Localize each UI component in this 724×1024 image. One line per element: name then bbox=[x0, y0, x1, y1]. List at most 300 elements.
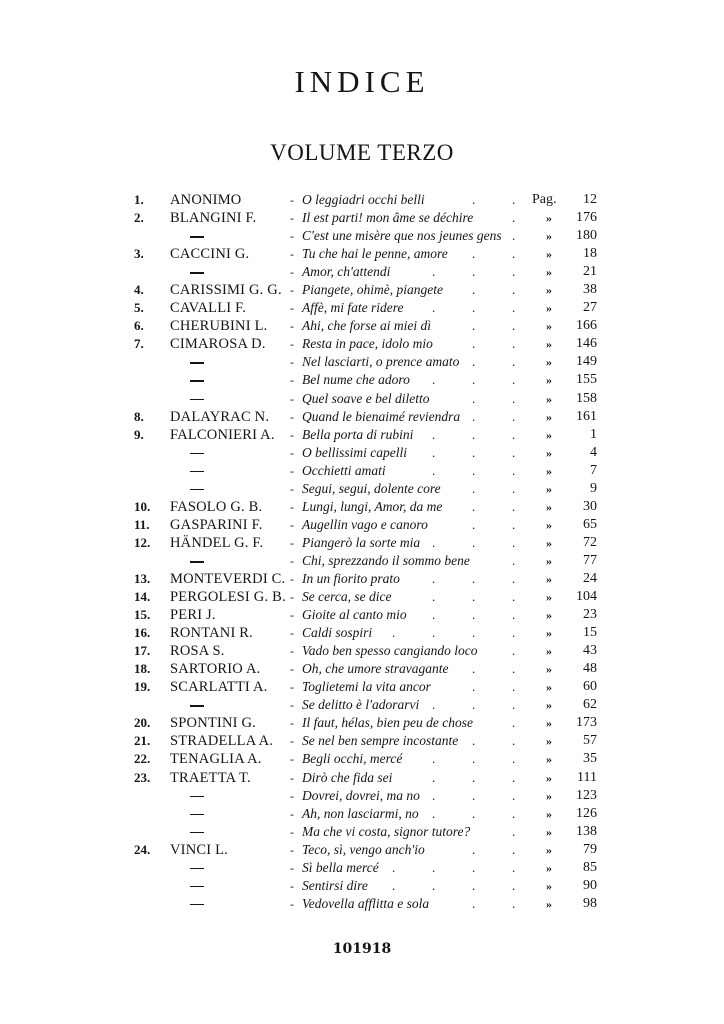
composer-name: PERGOLESI G. B. bbox=[170, 589, 286, 606]
leader-dot: . bbox=[472, 264, 476, 280]
song-title: Amor, ch'attendi bbox=[302, 264, 391, 280]
index-entry bbox=[0, 877, 724, 895]
song-title: Resta in pace, idolo mio bbox=[302, 336, 433, 352]
song-title: Augellin vago e canoro bbox=[302, 516, 428, 532]
leader-dot: . bbox=[512, 480, 516, 496]
page-number: 104 bbox=[576, 589, 597, 605]
separator: - bbox=[290, 517, 294, 532]
composer-name: CACCINI G. bbox=[170, 246, 250, 263]
ditto-mark: » bbox=[546, 229, 552, 244]
page-number: 176 bbox=[576, 210, 597, 226]
entry-number: 20. bbox=[134, 715, 151, 731]
ditto-mark: » bbox=[546, 391, 552, 406]
leader-dot: . bbox=[512, 390, 516, 406]
ditto-mark: » bbox=[546, 535, 552, 550]
page-number: 48 bbox=[583, 661, 597, 677]
entry-number: 9. bbox=[134, 426, 144, 442]
leader-dot: . bbox=[472, 300, 476, 316]
entry-number: 1. bbox=[134, 192, 144, 207]
ditto-dash bbox=[190, 705, 204, 707]
separator: - bbox=[290, 788, 294, 803]
page-prefix: Pag. bbox=[532, 192, 557, 207]
song-title: Ah, non lasciarmi, no bbox=[302, 805, 419, 821]
song-title: Bel nume che adoro bbox=[302, 372, 410, 388]
composer-name: ROSA S. bbox=[170, 643, 225, 660]
song-title: Se cerca, se dice bbox=[302, 589, 392, 605]
ditto-dash bbox=[190, 380, 204, 382]
index-entry bbox=[0, 498, 724, 516]
leader-dot: . bbox=[512, 895, 516, 911]
composer-name: CIMAROSA D. bbox=[170, 336, 266, 353]
song-title: Vado ben spesso cangiando loco bbox=[302, 643, 478, 659]
song-title: In un fiorito prato bbox=[302, 570, 400, 586]
leader-dot: . bbox=[472, 679, 476, 695]
index-entry bbox=[0, 678, 724, 696]
separator: - bbox=[290, 337, 294, 352]
ditto-mark: » bbox=[546, 608, 552, 623]
leader-dot: . bbox=[432, 589, 436, 605]
leader-dot: . bbox=[512, 607, 516, 623]
index-entry bbox=[0, 534, 724, 552]
leader-dot: . bbox=[432, 444, 436, 460]
separator: - bbox=[290, 644, 294, 659]
leader-dot: . bbox=[432, 805, 436, 821]
index-entry bbox=[0, 570, 724, 588]
index-entry bbox=[0, 480, 724, 498]
composer-name: SPONTINI G. bbox=[170, 715, 256, 732]
composer-name: BLANGINI F. bbox=[170, 210, 257, 227]
page-number: 90 bbox=[583, 877, 597, 893]
separator: - bbox=[290, 716, 294, 731]
leader-dot: . bbox=[512, 498, 516, 514]
entry-number: 15. bbox=[134, 607, 151, 623]
ditto-mark: » bbox=[546, 842, 552, 857]
ditto-mark: » bbox=[546, 247, 552, 262]
leader-dot: . bbox=[512, 336, 516, 352]
leader-dot: . bbox=[472, 787, 476, 803]
composer-name: VINCI L. bbox=[170, 841, 228, 858]
song-title: Dovrei, dovrei, ma no bbox=[302, 787, 420, 803]
entry-number: 16. bbox=[134, 625, 151, 641]
ditto-dash bbox=[190, 796, 204, 798]
index-entry bbox=[0, 714, 724, 732]
ditto-mark: » bbox=[546, 319, 552, 334]
index-entry bbox=[0, 335, 724, 353]
leader-dot: . bbox=[512, 462, 516, 478]
page-number: 23 bbox=[583, 607, 597, 623]
entry-number: 18. bbox=[134, 661, 151, 677]
leader-dot: . bbox=[512, 823, 516, 839]
leader-dot: . bbox=[512, 570, 516, 586]
leader-dot: . bbox=[432, 769, 436, 785]
index-entry bbox=[0, 426, 724, 444]
page-number: 111 bbox=[577, 769, 597, 785]
separator: - bbox=[290, 752, 294, 767]
ditto-dash bbox=[190, 868, 204, 870]
index-entry bbox=[0, 588, 724, 606]
leader-dot: . bbox=[472, 534, 476, 550]
ditto-mark: » bbox=[546, 265, 552, 280]
page-number: 60 bbox=[583, 679, 597, 695]
ditto-mark: » bbox=[546, 626, 552, 641]
index-entry bbox=[0, 209, 724, 227]
ditto-dash bbox=[190, 272, 204, 274]
song-title: C'est une misère que nos jeunes gens bbox=[302, 228, 502, 244]
index-entry bbox=[0, 660, 724, 678]
ditto-mark: » bbox=[546, 301, 552, 316]
leader-dot: . bbox=[512, 318, 516, 334]
song-title: Toglietemi la vita ancor bbox=[302, 679, 431, 695]
index-entry bbox=[0, 390, 724, 408]
leader-dot: . bbox=[472, 570, 476, 586]
leader-dot: . bbox=[512, 426, 516, 442]
leader-dot: . bbox=[512, 246, 516, 262]
entry-number: 6. bbox=[134, 318, 144, 334]
entry-number: 12. bbox=[134, 534, 151, 550]
page-number: 72 bbox=[583, 534, 597, 550]
separator: - bbox=[290, 409, 294, 424]
ditto-mark: » bbox=[546, 337, 552, 352]
song-title: Sì bella mercé bbox=[302, 859, 379, 875]
separator: - bbox=[290, 662, 294, 677]
index-entry bbox=[0, 823, 724, 841]
leader-dot: . bbox=[512, 282, 516, 298]
leader-dot: . bbox=[432, 751, 436, 767]
page-number: 138 bbox=[576, 823, 597, 839]
index-entry bbox=[0, 787, 724, 805]
leader-dot: . bbox=[512, 679, 516, 695]
leader-dot: . bbox=[432, 625, 436, 641]
leader-dot: . bbox=[472, 354, 476, 370]
composer-name: FASOLO G. B. bbox=[170, 498, 263, 515]
entry-number: 2. bbox=[134, 210, 144, 226]
leader-dot: . bbox=[472, 426, 476, 442]
entry-number: 23. bbox=[134, 769, 151, 785]
leader-dot: . bbox=[512, 354, 516, 370]
ditto-mark: » bbox=[546, 770, 552, 785]
song-title: Se nel ben sempre incostante bbox=[302, 733, 459, 749]
leader-dot: . bbox=[472, 498, 476, 514]
index-entry bbox=[0, 317, 724, 335]
leader-dot: . bbox=[512, 787, 516, 803]
page-number: 30 bbox=[583, 498, 597, 514]
leader-dot: . bbox=[512, 589, 516, 605]
ditto-dash bbox=[190, 886, 204, 888]
composer-name: FALCONIERI A. bbox=[170, 426, 275, 443]
song-title: Quand le bienaimé reviendra bbox=[302, 408, 461, 424]
ditto-dash bbox=[190, 561, 204, 563]
separator: - bbox=[290, 824, 294, 839]
volume-subtitle: VOLUME TERZO bbox=[270, 140, 454, 165]
ditto-mark: » bbox=[546, 860, 552, 875]
leader-dot: . bbox=[432, 462, 436, 478]
index-entry bbox=[0, 353, 724, 371]
composer-name: RONTANI R. bbox=[170, 625, 254, 642]
ditto-dash bbox=[190, 471, 204, 473]
index-entry bbox=[0, 606, 724, 624]
leader-dot: . bbox=[512, 408, 516, 424]
ditto-dash bbox=[190, 399, 204, 401]
separator: - bbox=[290, 608, 294, 623]
page-number: 27 bbox=[583, 300, 597, 316]
separator: - bbox=[290, 680, 294, 695]
separator: - bbox=[290, 878, 294, 893]
leader-dot: . bbox=[472, 408, 476, 424]
entry-number: 13. bbox=[134, 570, 151, 586]
ditto-mark: » bbox=[546, 824, 552, 839]
index-entry bbox=[0, 624, 724, 642]
index-entry bbox=[0, 895, 724, 913]
leader-dot: . bbox=[432, 264, 436, 280]
leader-dot: . bbox=[472, 769, 476, 785]
ditto-dash bbox=[190, 832, 204, 834]
separator: - bbox=[290, 229, 294, 244]
ditto-dash bbox=[190, 453, 204, 455]
ditto-mark: » bbox=[546, 806, 552, 821]
index-entry bbox=[0, 408, 724, 426]
page-number: 79 bbox=[583, 841, 597, 857]
entry-number: 10. bbox=[134, 498, 151, 514]
ditto-mark: » bbox=[546, 499, 552, 514]
separator: - bbox=[290, 806, 294, 821]
composer-name: GASPARINI F. bbox=[170, 516, 263, 533]
index-entry bbox=[0, 805, 724, 823]
ditto-mark: » bbox=[546, 680, 552, 695]
composer-name: SCARLATTI A. bbox=[170, 679, 268, 696]
page-number: 173 bbox=[576, 715, 597, 731]
page-number: 155 bbox=[576, 372, 597, 388]
leader-dot: . bbox=[472, 751, 476, 767]
leader-dot: . bbox=[472, 462, 476, 478]
index-entry bbox=[0, 859, 724, 877]
leader-dot: . bbox=[432, 877, 436, 893]
leader-dot: . bbox=[472, 625, 476, 641]
song-title: O leggiadri occhi belli bbox=[302, 192, 425, 207]
leader-dot: . bbox=[512, 516, 516, 532]
index-entry bbox=[0, 696, 724, 714]
entry-number: 4. bbox=[134, 282, 144, 298]
separator: - bbox=[290, 445, 294, 460]
page-number: 77 bbox=[583, 552, 597, 568]
entry-number: 24. bbox=[134, 841, 151, 857]
leader-dot: . bbox=[472, 589, 476, 605]
ditto-mark: » bbox=[546, 211, 552, 226]
leader-dot: . bbox=[472, 895, 476, 911]
ditto-mark: » bbox=[546, 716, 552, 731]
index-entry bbox=[0, 227, 724, 245]
separator: - bbox=[290, 553, 294, 568]
entry-number: 22. bbox=[134, 751, 151, 767]
leader-dot: . bbox=[512, 751, 516, 767]
page-number: 21 bbox=[583, 264, 597, 280]
index-entry bbox=[0, 191, 724, 209]
index-entry bbox=[0, 444, 724, 462]
leader-dot: . bbox=[472, 805, 476, 821]
entry-number: 3. bbox=[134, 246, 144, 262]
song-title: O bellissimi capelli bbox=[302, 444, 407, 460]
page-number: 57 bbox=[583, 733, 597, 749]
entry-number: 17. bbox=[134, 643, 151, 659]
separator: - bbox=[290, 842, 294, 857]
separator: - bbox=[290, 319, 294, 334]
page-number: 85 bbox=[583, 859, 597, 875]
index-entry bbox=[0, 841, 724, 859]
song-title: Gioite al canto mio bbox=[302, 607, 407, 623]
ditto-mark: » bbox=[546, 553, 552, 568]
leader-dot: . bbox=[432, 372, 436, 388]
separator: - bbox=[290, 896, 294, 911]
song-title: Occhietti amati bbox=[302, 462, 386, 478]
index-entry bbox=[0, 642, 724, 660]
index-entry bbox=[0, 371, 724, 389]
ditto-dash bbox=[190, 489, 204, 491]
index-entry bbox=[0, 732, 724, 750]
page-number: 158 bbox=[576, 390, 597, 406]
ditto-mark: » bbox=[546, 644, 552, 659]
ditto-mark: » bbox=[546, 896, 552, 911]
ditto-mark: » bbox=[546, 517, 552, 532]
leader-dot: . bbox=[512, 264, 516, 280]
separator: - bbox=[290, 770, 294, 785]
page-number: 43 bbox=[583, 643, 597, 659]
leader-dot: . bbox=[472, 516, 476, 532]
separator: - bbox=[290, 247, 294, 262]
leader-dot: . bbox=[392, 877, 396, 893]
leader-dot: . bbox=[512, 552, 516, 568]
song-title: Se delitto è l'adorarvi bbox=[302, 697, 420, 713]
leader-dot: . bbox=[512, 877, 516, 893]
song-title: Bella porta di rubini bbox=[302, 426, 414, 442]
separator: - bbox=[290, 860, 294, 875]
ditto-mark: » bbox=[546, 283, 552, 298]
composer-name: HÄNDEL G. F. bbox=[170, 534, 264, 551]
leader-dot: . bbox=[472, 841, 476, 857]
ditto-mark: » bbox=[546, 463, 552, 478]
page-number: 7 bbox=[590, 462, 597, 478]
leader-dot: . bbox=[472, 372, 476, 388]
entry-number: 19. bbox=[134, 679, 151, 695]
leader-dot: . bbox=[512, 444, 516, 460]
page-title: INDICE bbox=[294, 64, 430, 99]
separator: - bbox=[290, 427, 294, 442]
leader-dot: . bbox=[472, 697, 476, 713]
index-entry bbox=[0, 462, 724, 480]
song-title: Chi, sprezzando il sommo bene bbox=[302, 552, 470, 568]
page-number: 1 bbox=[590, 426, 597, 442]
page-number: 38 bbox=[583, 282, 597, 298]
leader-dot: . bbox=[472, 733, 476, 749]
leader-dot: . bbox=[512, 534, 516, 550]
leader-dot: . bbox=[432, 787, 436, 803]
ditto-mark: » bbox=[546, 445, 552, 460]
composer-name: ANONIMO bbox=[170, 192, 242, 208]
separator: - bbox=[290, 734, 294, 749]
page-number: 166 bbox=[576, 318, 597, 334]
ditto-dash bbox=[190, 236, 204, 238]
ditto-mark: » bbox=[546, 571, 552, 586]
composer-name: PERI J. bbox=[170, 607, 216, 624]
composer-name: DALAYRAC N. bbox=[170, 408, 270, 425]
song-title: Piangerò la sorte mia bbox=[302, 534, 421, 550]
separator: - bbox=[290, 301, 294, 316]
song-title: Ahi, che forse ai miei dì bbox=[302, 318, 431, 334]
plate-number: 101918 bbox=[332, 941, 392, 957]
ditto-dash bbox=[190, 814, 204, 816]
song-title: Affè, mi fate ridere bbox=[302, 300, 404, 316]
leader-dot: . bbox=[472, 607, 476, 623]
leader-dot: . bbox=[472, 480, 476, 496]
song-title: Vedovella afflitta e sola bbox=[302, 895, 430, 911]
leader-dot: . bbox=[512, 372, 516, 388]
composer-name: CAVALLI F. bbox=[170, 300, 247, 317]
leader-dot: . bbox=[432, 426, 436, 442]
page-number: 65 bbox=[583, 516, 597, 532]
index-list bbox=[0, 191, 724, 913]
ditto-mark: » bbox=[546, 409, 552, 424]
leader-dot: . bbox=[512, 715, 516, 731]
index-entry bbox=[0, 750, 724, 768]
separator: - bbox=[290, 590, 294, 605]
leader-dot: . bbox=[472, 246, 476, 262]
page-number: 180 bbox=[576, 228, 597, 244]
ditto-mark: » bbox=[546, 878, 552, 893]
leader-dot: . bbox=[432, 697, 436, 713]
composer-name: STRADELLA A. bbox=[170, 733, 274, 750]
leader-dot: . bbox=[472, 192, 476, 207]
song-title: Tu che hai le penne, amore bbox=[302, 246, 448, 262]
leader-dot: . bbox=[512, 733, 516, 749]
composer-name: TENAGLIA A. bbox=[170, 751, 262, 768]
composer-name: SARTORIO A. bbox=[170, 661, 261, 678]
page-number: 146 bbox=[576, 336, 597, 352]
ditto-dash bbox=[190, 904, 204, 906]
ditto-dash bbox=[190, 362, 204, 364]
song-title: Il faut, hélas, bien peu de chose bbox=[302, 715, 473, 731]
song-title: Il est parti! mon âme se déchire bbox=[302, 210, 474, 226]
leader-dot: . bbox=[432, 859, 436, 875]
page-number: 24 bbox=[583, 570, 597, 586]
song-title: Segui, segui, dolente core bbox=[302, 480, 441, 496]
leader-dot: . bbox=[472, 859, 476, 875]
ditto-mark: » bbox=[546, 590, 552, 605]
leader-dot: . bbox=[392, 859, 396, 875]
leader-dot: . bbox=[512, 805, 516, 821]
song-title: Lungi, lungi, Amor, da me bbox=[302, 498, 443, 514]
leader-dot: . bbox=[432, 607, 436, 623]
song-title: Ma che vi costa, signor tutore? bbox=[302, 823, 471, 839]
song-title: Sentirsi dire bbox=[302, 877, 368, 893]
page-number: 18 bbox=[583, 246, 597, 262]
ditto-mark: » bbox=[546, 481, 552, 496]
index-entry bbox=[0, 769, 724, 787]
leader-dot: . bbox=[472, 318, 476, 334]
page-number: 4 bbox=[590, 444, 597, 460]
entry-number: 7. bbox=[134, 336, 144, 352]
separator: - bbox=[290, 698, 294, 713]
leader-dot: . bbox=[472, 877, 476, 893]
composer-name: CHERUBINI L. bbox=[170, 318, 268, 335]
ditto-mark: » bbox=[546, 698, 552, 713]
index-entry bbox=[0, 516, 724, 534]
separator: - bbox=[290, 626, 294, 641]
page-number: 12 bbox=[583, 192, 597, 207]
entry-number: 8. bbox=[134, 408, 144, 424]
leader-dot: . bbox=[432, 570, 436, 586]
composer-name: MONTEVERDI C. bbox=[170, 570, 286, 587]
leader-dot: . bbox=[472, 282, 476, 298]
leader-dot: . bbox=[472, 336, 476, 352]
page-number: 62 bbox=[583, 697, 597, 713]
